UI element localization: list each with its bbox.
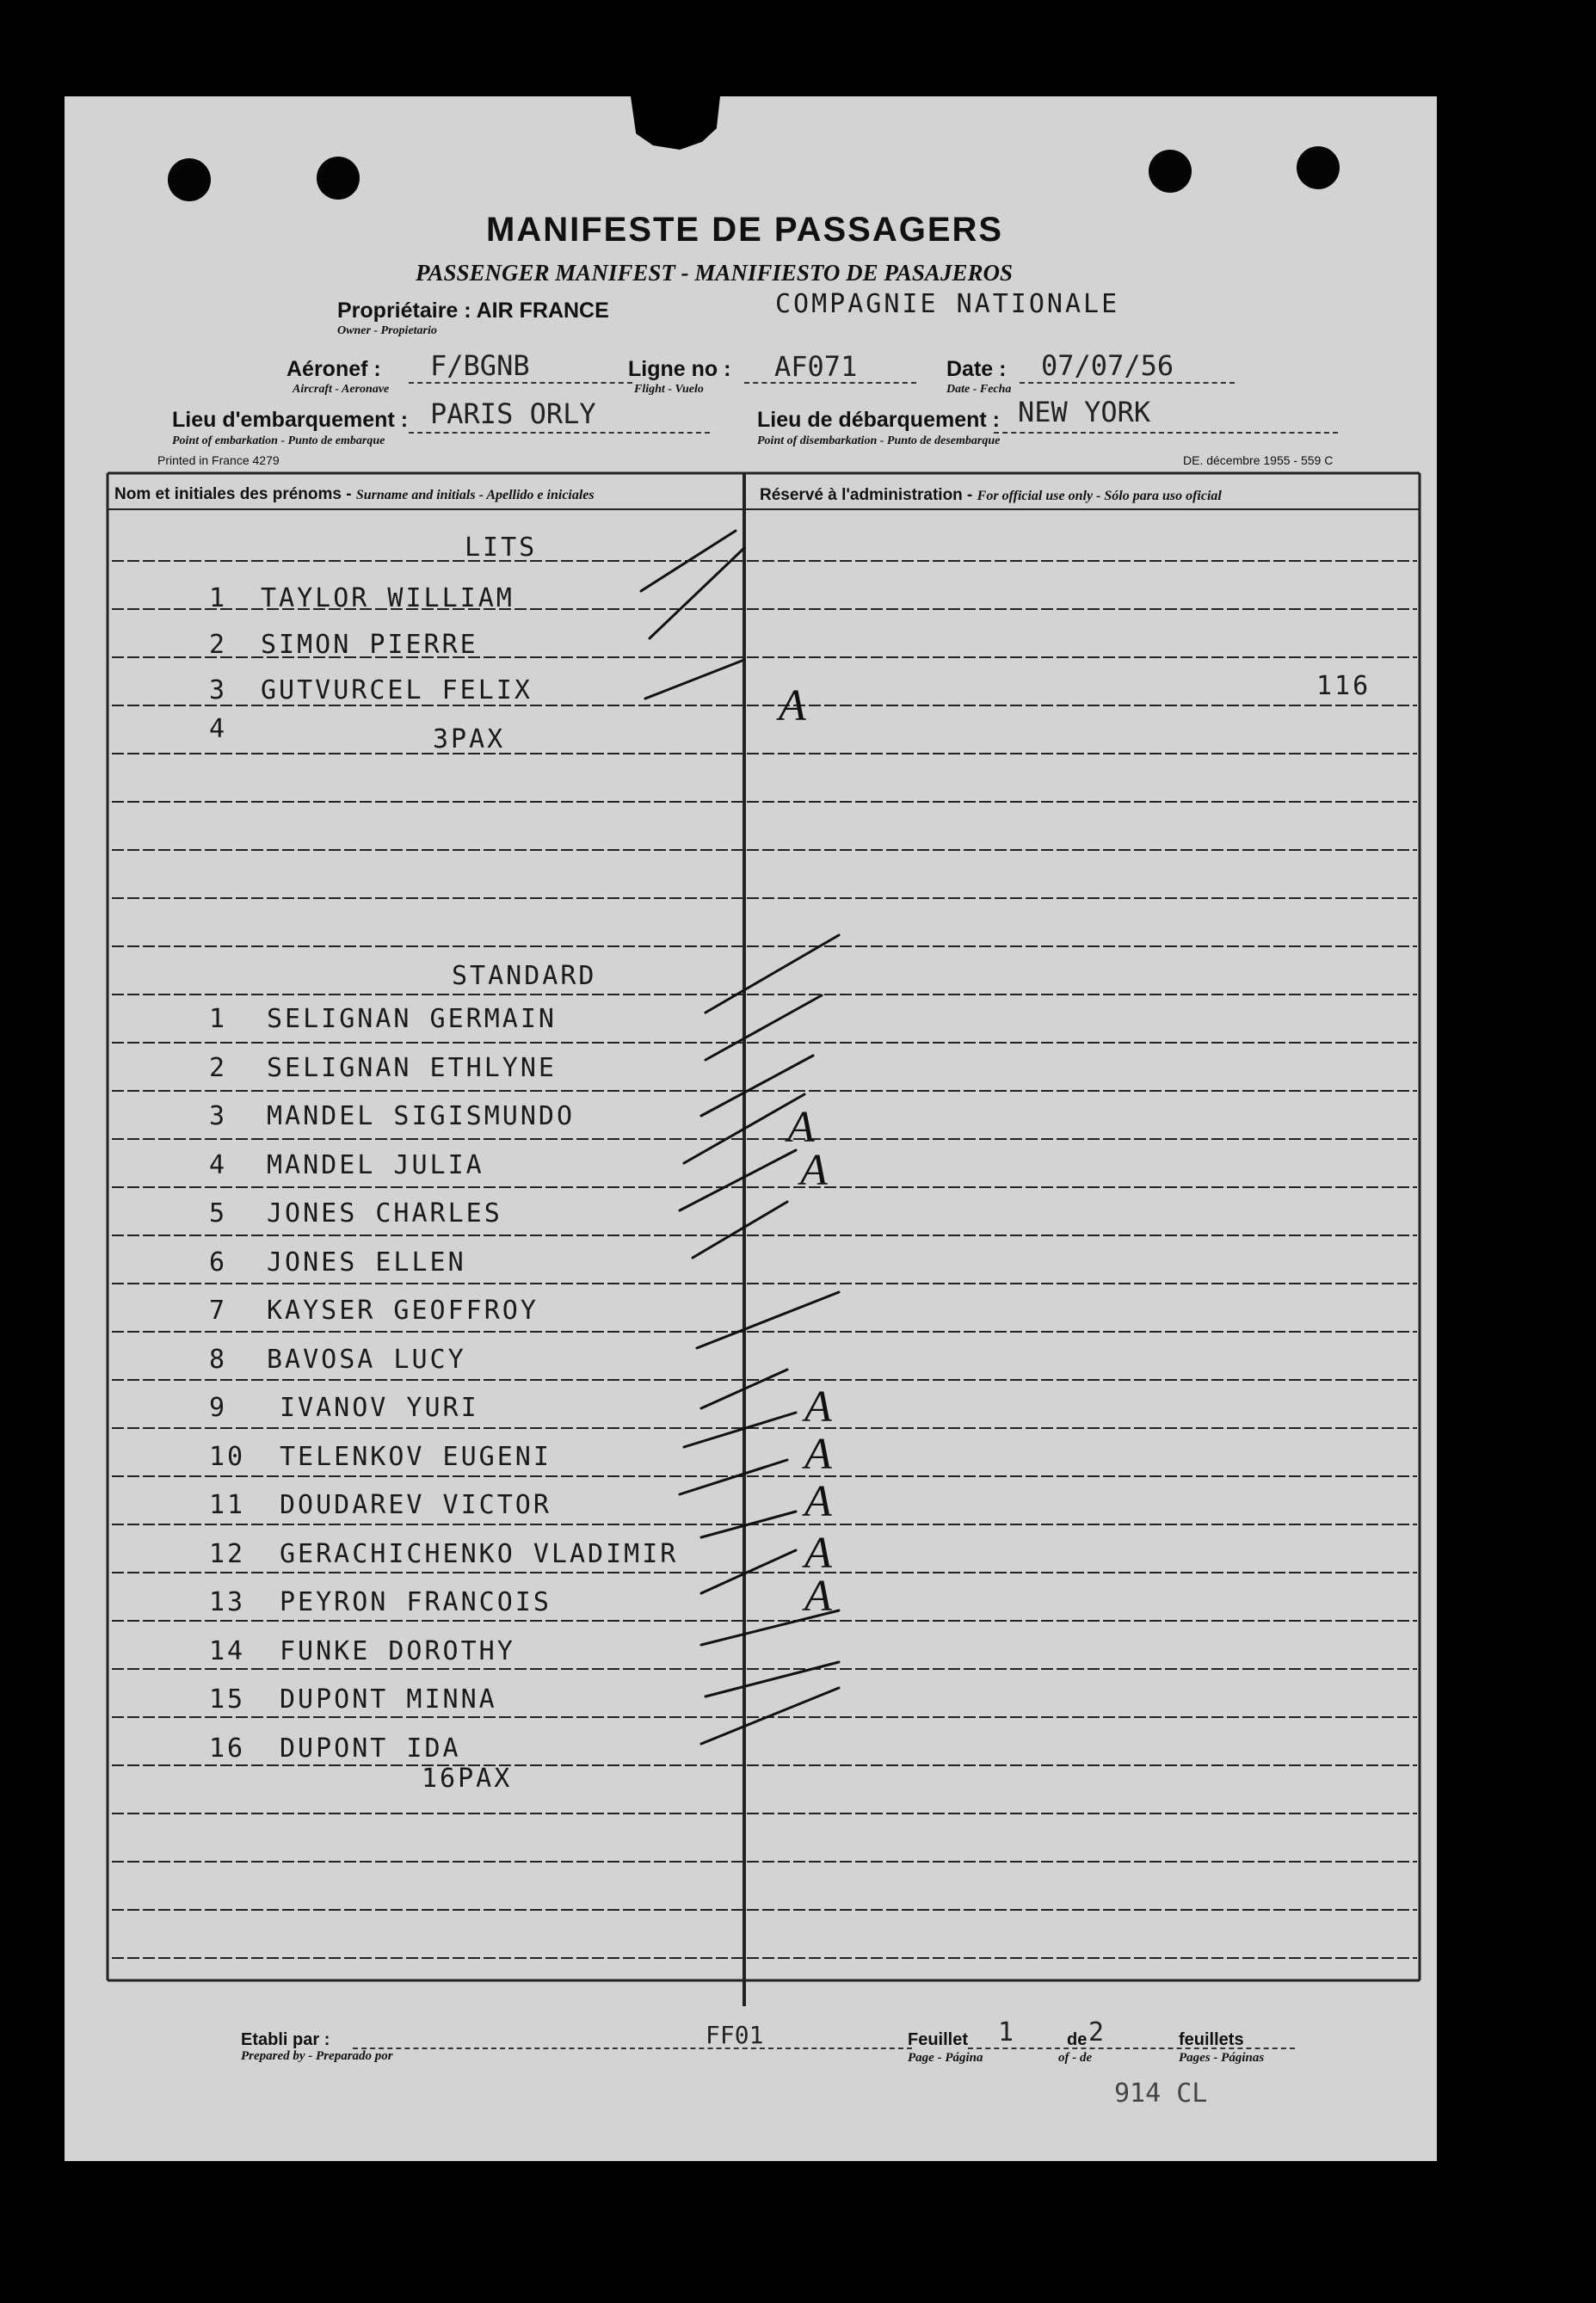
company-name: COMPAGNIE NATIONALE [775,289,1120,319]
check-slash [680,1150,796,1210]
names-header-label: Nom et initiales des prénoms - [114,485,352,503]
check-slash [701,1512,796,1537]
sheet-number: 1 [998,2017,1014,2047]
lits-num-3: 3 [209,675,228,705]
date-label: Date : [946,357,1007,381]
standard-passenger-name: JONES CHARLES [267,1198,502,1228]
printed-note: Printed in France 4279 [157,453,280,467]
standard-passenger-number: 9 [209,1393,228,1423]
date-value: 07/07/56 [1041,349,1174,382]
standard-passenger-name: DUPONT MINNA [280,1684,497,1715]
standard-passenger-name: GERACHICHENKO VLADIMIR [280,1538,679,1569]
of-sublabel: of - de [1058,2051,1093,2065]
check-slash [645,660,744,699]
handwritten-a-mark: A [800,1146,828,1195]
check-slash [684,1094,804,1163]
official-header-label: Réservé à l'administration - [760,486,973,504]
names-header-sublabel: Surname and initials - Apellido e iniciales [355,488,595,502]
document-subtitle: PASSENGER MANIFEST - MANIFIESTO DE PASAJEROS [416,260,1013,286]
lits-num-4: 4 [209,714,228,744]
standard-passenger-name: DUPONT IDA [280,1733,461,1764]
official-note: 116 [1316,671,1371,701]
check-slash [697,1292,839,1348]
manifest-sheet [65,96,1437,2161]
lits-passenger-name: SIMON PIERRE [261,630,478,660]
standard-passenger-number: 1 [209,1004,228,1034]
aircraft-value: F/BGNB [430,349,530,382]
check-slash [684,1413,796,1447]
form-code: DE. décembre 1955 - 559 C [1183,453,1334,467]
disembarkation-label: Lieu de débarquement : [757,408,1000,432]
official-header-sublabel: For official use only - Sólo para uso oficial [977,489,1222,503]
prepared-by-value: FF01 [706,2021,764,2049]
standard-passenger-name: PEYRON FRANCOIS [280,1587,552,1617]
standard-passenger-number: 8 [209,1344,228,1375]
standard-passenger-name: TELENKOV EUGENI [280,1441,552,1472]
check-slash [701,1370,787,1408]
flight-value: AF071 [774,350,858,383]
check-slash [701,1688,839,1744]
stamp-code: 914 CL [1114,2078,1208,2109]
standard-passenger-number: 7 [209,1296,228,1326]
total-sheets: 2 [1088,2017,1105,2047]
handwritten-a-mark: A [804,1572,832,1621]
pages-sublabel: Pages - Páginas [1179,2051,1265,2065]
standard-passenger-name: JONES ELLEN [267,1247,466,1278]
of-label: de [1067,2030,1088,2049]
date-sublabel: Date - Fecha [946,383,1012,396]
embarkation-value: PARIS ORLY [430,397,596,430]
flight-sublabel: Flight - Vuelo [634,383,704,396]
standard-passenger-name: MANDEL SIGISMUNDO [267,1101,576,1131]
aircraft-label: Aéronef : [287,357,381,381]
check-slash [693,1202,787,1258]
aircraft-sublabel: Aircraft - Aeronave [293,383,390,396]
disembarkation-sublabel: Point of disembarkation - Punto de desembarque [757,434,1001,447]
standard-passenger-name: SELIGNAN GERMAIN [267,1004,557,1034]
standard-total: 16PAX [422,1764,513,1794]
check-slash [706,1662,839,1696]
standard-passenger-number: 6 [209,1247,228,1278]
flight-label: Ligne no : [628,357,731,381]
sheet-label: Feuillet [908,2030,969,2049]
handwritten-a-mark: A [804,1529,832,1578]
check-slash [641,531,736,591]
standard-passenger-number: 5 [209,1198,228,1228]
lits-heading: LITS [465,533,538,563]
standard-passenger-number: 12 [209,1538,246,1569]
handwritten-a-mark: A [779,681,806,730]
standard-passenger-number: 4 [209,1149,228,1180]
embarkation-label: Lieu d'embarquement : [172,408,409,432]
lits-num-2: 2 [209,630,228,660]
handwritten-a-mark: A [804,1477,832,1526]
standard-passenger-number: 10 [209,1441,246,1472]
standard-passenger-name: IVANOV YURI [280,1393,479,1423]
check-slash [706,995,822,1060]
lits-passenger-name: GUTVURCEL FELIX [261,675,533,705]
standard-passenger-number: 15 [209,1684,246,1715]
lits-passenger-name: TAYLOR WILLIAM [261,583,515,613]
lits-num-1: 1 [209,583,228,613]
document-title: MANIFESTE DE PASSAGERS [486,211,1004,249]
handwritten-a-mark: A [804,1382,832,1432]
prepared-by-sublabel: Prepared by - Preparado por [241,2049,393,2063]
standard-passenger-number: 2 [209,1052,228,1083]
embarkation-sublabel: Point of embarkation - Punto de embarque [172,434,385,447]
standard-passenger-name: KAYSER GEOFFROY [267,1296,539,1326]
handwritten-a-mark: A [787,1103,815,1152]
page-sublabel: Page - Página [908,2051,983,2065]
standard-passenger-name: MANDEL JULIA [267,1149,484,1180]
check-slash [701,1550,796,1593]
lits-total: 3PAX [433,724,506,754]
check-slash [680,1460,787,1494]
handwritten-a-mark: A [804,1430,832,1479]
standard-heading: STANDARD [452,961,597,991]
standard-passenger-number: 11 [209,1490,246,1520]
standard-passenger-name: SELIGNAN ETHLYNE [267,1052,557,1083]
check-slash [706,935,839,1013]
standard-passenger-number: 16 [209,1733,246,1764]
standard-passenger-number: 13 [209,1587,246,1617]
check-slash [650,548,744,638]
handwritten-marks [65,96,1437,2161]
standard-passenger-number: 3 [209,1101,228,1131]
standard-passenger-name: FUNKE DOROTHY [280,1635,515,1666]
disembarkation-value: NEW YORK [1018,396,1151,428]
standard-passenger-name: BAVOSA LUCY [267,1344,466,1375]
standard-passenger-name: DOUDAREV VICTOR [280,1490,552,1520]
standard-passenger-number: 14 [209,1635,246,1666]
owner-label: Propriétaire : AIR FRANCE [337,299,609,323]
sheets-label: feuillets [1179,2030,1244,2049]
prepared-by-label: Etabli par : [241,2030,330,2049]
owner-sublabel: Owner - Propietario [337,324,437,337]
